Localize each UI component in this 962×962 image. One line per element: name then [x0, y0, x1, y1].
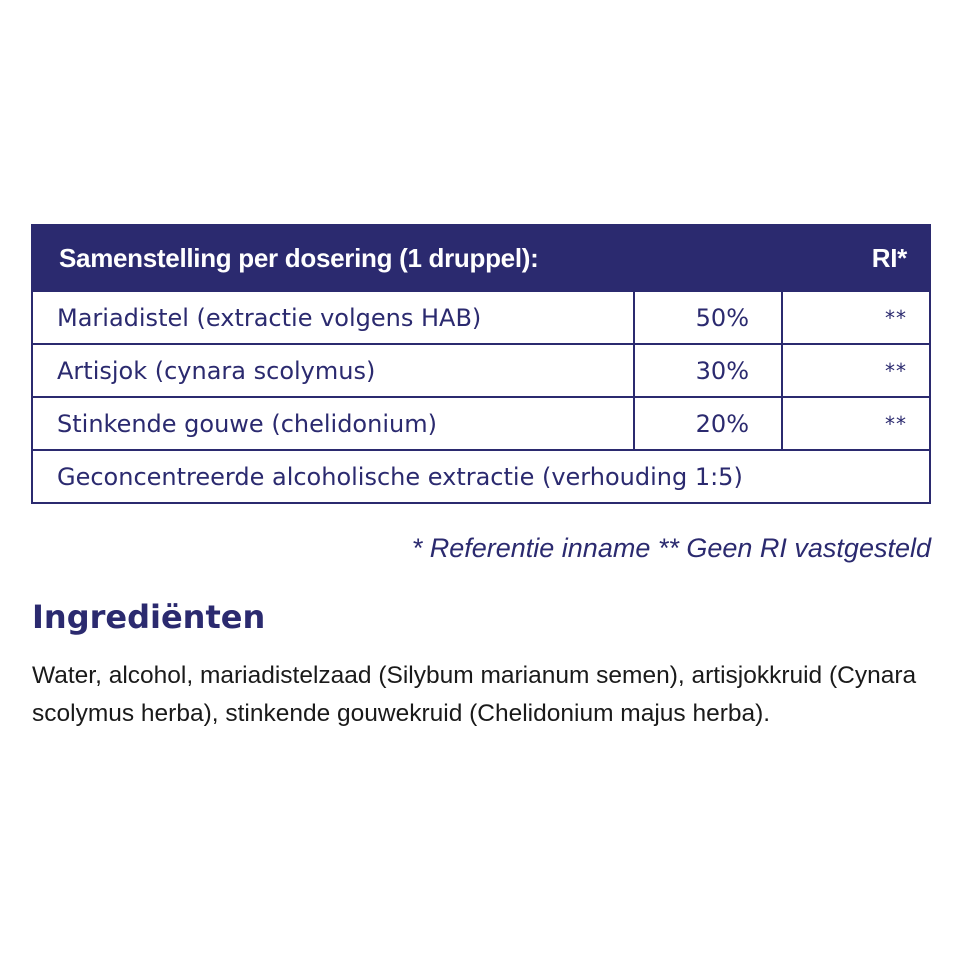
table-header: [33, 226, 929, 290]
table-row: [33, 396, 929, 449]
composition-table: [31, 224, 931, 504]
extraction-note: Geconcentreerde alcoholische extractie (verhouding 1:5): [57, 462, 743, 491]
ingredient-percent-cell: 20%: [635, 398, 783, 449]
table-header-title: Samenstelling per dosering (1 druppel):: [59, 242, 539, 273]
ingredients-heading: Ingrediënten: [32, 598, 266, 636]
ingredient-ri-cell: **: [885, 411, 907, 436]
ri-footnote: * Referentie inname ** Geen RI vastgesteld: [411, 533, 931, 563]
ingredient-name-cell: Artisjok (cynara scolymus): [33, 345, 635, 396]
ingredient-percent-cell: 50%: [635, 292, 783, 343]
table-note-row: [33, 449, 929, 502]
table-row: [33, 343, 929, 396]
table-header-ri: RI*: [871, 242, 907, 273]
ingredient-ri-cell: **: [885, 358, 907, 383]
ingredient-name-cell: Stinkende gouwe (chelidonium): [33, 398, 635, 449]
ingredient-percent-cell: 30%: [635, 345, 783, 396]
table-row: [33, 290, 929, 343]
ingredient-name-cell: Mariadistel (extractie volgens HAB): [33, 292, 635, 343]
ingredient-ri-cell: **: [885, 305, 907, 330]
ingredients-text: Water, alcohol, mariadistelzaad (Silybum marianum semen), artisjokkruid (Cynara scolymus herba), stinkende gouwekruid (Chelidonium majus herba).: [32, 662, 917, 727]
